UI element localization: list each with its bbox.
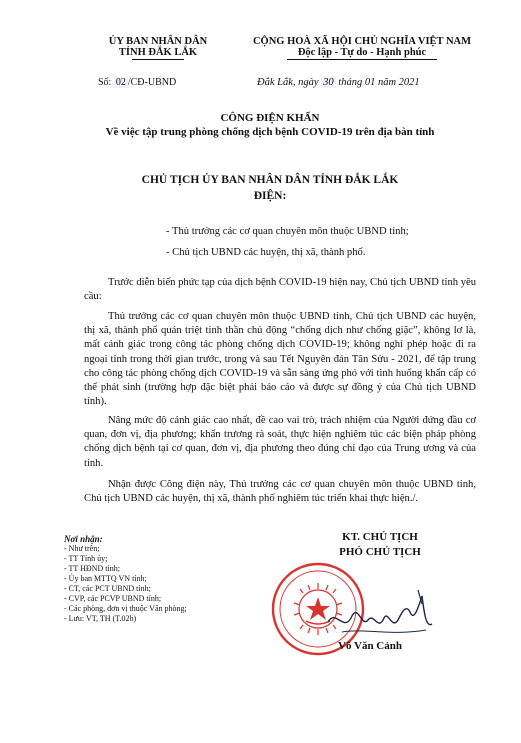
recipient-item: - Chủ tịch UBND các huyện, thị xã, thành phố. (166, 247, 366, 258)
signature-title (310, 530, 450, 560)
distribution-label: Nơi nhận: (64, 534, 103, 544)
distribution-item: - CT, các PCT UBND tỉnh; (64, 584, 151, 593)
national-header (224, 36, 500, 60)
issuer-header (78, 36, 238, 60)
recipients-list (166, 221, 409, 263)
title-line2: Về việc tập trung phòng chống dịch bệnh COVID-19 trên địa bàn tỉnh (105, 126, 435, 138)
document-title (60, 112, 480, 138)
distribution-item: - Các phòng, đơn vị thuộc Văn phòng; (64, 604, 187, 613)
distribution-block (64, 534, 244, 624)
signature-line1: KT. CHỦ TỊCH (342, 531, 418, 543)
distribution-item: - Như trên; (64, 544, 100, 553)
sender-line1: CHỦ TỊCH ỦY BAN NHÂN DÂN TỈNH ĐẮK LẮK (141, 174, 399, 186)
distribution-item: - Ủy ban MTTQ VN tỉnh; (64, 574, 147, 583)
national-title: CỘNG HOÀ XÃ HỘI CHỦ NGHĨA VIỆT NAM (252, 36, 472, 47)
number-prefix: Số: (98, 77, 112, 88)
signer-name: Võ Văn Cảnh (338, 640, 402, 652)
body-paragraph-4: Nhận được Công điện này, Thủ trưởng các cơ quan chuyên môn thuộc UBND tỉnh, Chủ tịch UBND các huyện, thị xã, thành phố nghiêm túc triển khai thực hiện./. (84, 479, 476, 505)
issuer-underline (132, 59, 184, 60)
issuer-line2: TỈNH ĐẮK LẮK (118, 47, 198, 58)
document-date (257, 77, 420, 88)
distribution-item: - Lưu: VT, TH (T.02b) (64, 614, 137, 623)
body-paragraph-1: Trước diễn biến phức tạp của dịch bệnh COVID-19 hiện nay, Chủ tịch UBND tỉnh yêu cầu: (84, 277, 476, 303)
motto-underline (287, 59, 437, 60)
signature-line2: PHÓ CHỦ TỊCH (339, 546, 421, 558)
title-line1: CÔNG ĐIỆN KHẨN (220, 112, 320, 124)
sender-line2: ĐIỆN: (253, 190, 287, 202)
document-number (98, 77, 176, 88)
date-day: 30 (323, 77, 334, 88)
date-suffix: tháng 01 năm 2021 (338, 77, 420, 88)
body-paragraph-2: Thủ trưởng các cơ quan chuyên môn thuộc UBND tỉnh, Chủ tịch UBND các huyện, thị xã, thành phố quán triệt tinh thần chủ động “chống dịch như chống giặc”, không lơ là, mất cảnh giác trong công tác phòng chống dịch COVID-19; không nghỉ phép hoặc đi ra ngoại tỉnh trong thời gian trước, trong và sau Tết Nguyên đán Tân Sửu - 2021, để tập trung cho công tác phòng chống dịch COVID-19 và sẵn sàng ứng phó với tình huống khẩn cấp có thể phát sinh (trường hợp đặc biệt phải báo cáo và được sự đồng ý của Chủ tịch UBND tỉnh). (84, 311, 476, 408)
distribution-item: - CVP, các PCVP UBND tỉnh; (64, 594, 162, 603)
distribution-item: - TT Tỉnh ủy; (64, 554, 108, 563)
sender-block (70, 174, 470, 202)
issuer-line1: ỦY BAN NHÂN DÂN (108, 36, 208, 47)
date-prefix: Đắk Lắk, ngày (257, 77, 319, 88)
distribution-item: - TT HĐND tỉnh; (64, 564, 120, 573)
national-motto: Độc lập - Tự do - Hạnh phúc (297, 47, 427, 58)
number-suffix: /CĐ-UBND (127, 77, 177, 88)
recipient-item: - Thủ trưởng các cơ quan chuyên môn thuộc UBND tỉnh; (166, 226, 409, 237)
body-paragraph-3: Nâng mức độ cảnh giác cao nhất, đề cao vai trò, trách nhiệm của Người đứng đầu cơ quan, đơn vị, địa phương; khẩn trương rà soát, thực hiện nghiêm túc các biện pháp phòng chống dịch bệnh tại cơ quan, đơn vị, địa phương theo đúng chỉ đạo của Trung ương và của tỉnh. (84, 415, 476, 469)
number-value: 02 (115, 77, 126, 88)
